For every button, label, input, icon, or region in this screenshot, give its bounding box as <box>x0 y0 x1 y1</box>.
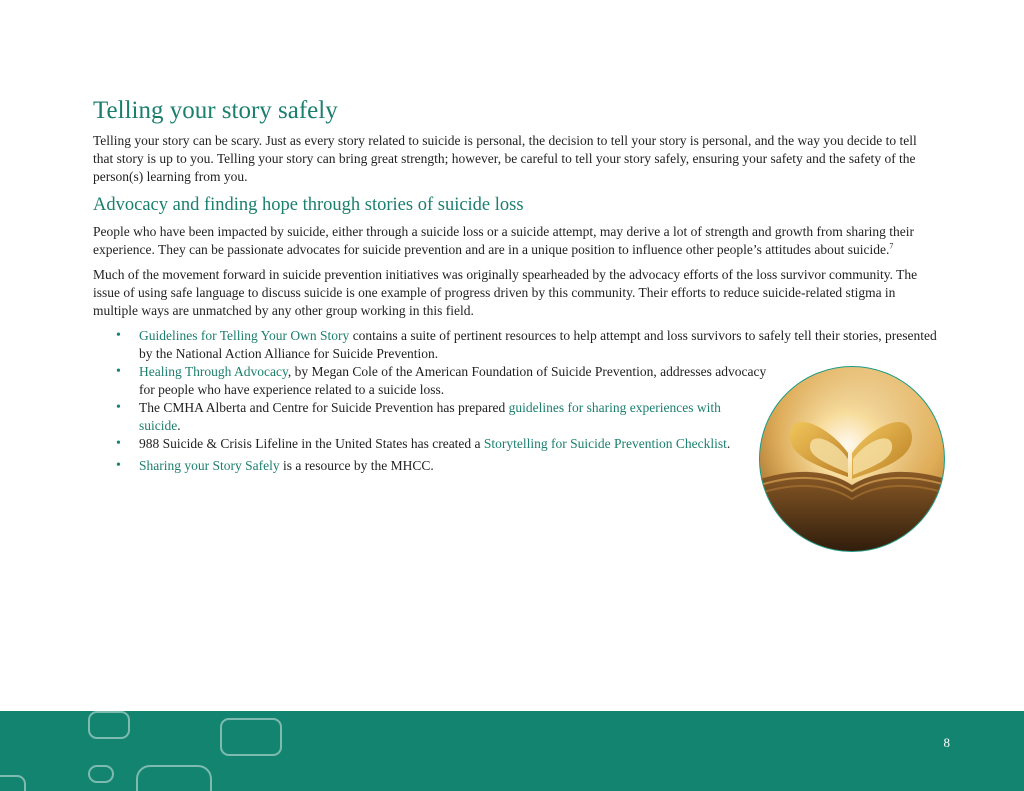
footer-band <box>0 711 1024 791</box>
intro-paragraph: Telling your story can be scary. Just as every story related to suicide is personal, the decision to tell your story is personal, and the way you decide to tell that story is up to you. Telling your story can bring great strength; however, be careful to tell your story safely, ensuring your safety and the safety of the person(s) learning from you. <box>93 133 917 184</box>
movement-paragraph: Much of the movement forward in suicide prevention initiatives was originally spearheaded by the advocacy efforts of the loss survivor community. The issue of using safe language to discuss suicide is one example of progress driven by this community. Their efforts to reduce suicide-related stigma in multiple ways are unmatched by any other group working in this field. <box>93 267 918 318</box>
decorative-shape <box>88 711 130 739</box>
list-item <box>93 327 939 363</box>
decorative-shape <box>0 775 26 791</box>
link-guidelines-own-story[interactable]: Guidelines for Telling Your Own Story <box>139 328 350 343</box>
section-heading: Advocacy and finding hope through stories of suicide loss <box>93 195 524 215</box>
heart-book-illustration <box>760 367 945 552</box>
heart-book-photo <box>759 366 945 552</box>
decorative-shape <box>88 765 114 783</box>
decorative-shape <box>220 718 282 756</box>
advocacy-text: People who have been impacted by suicide, either through a suicide loss or a suicide attempt, may derive a lot of strength and growth from sharing their experience. They can be passionate advocates for suicide prevention and are in a unique position to influence other people’s attitudes about suicide. <box>93 224 915 257</box>
item-text: . <box>726 436 731 451</box>
item-text: is a resource by the MHCC. <box>279 458 434 473</box>
link-sharing-story-safely[interactable]: Sharing your Story Safely <box>139 458 280 473</box>
list-item <box>93 363 784 399</box>
link-storytelling-checklist[interactable]: Storytelling for Suicide Prevention Checklist <box>483 436 727 451</box>
link-healing-through-advocacy[interactable]: Healing Through Advocacy <box>139 364 288 379</box>
page-number: 8 <box>943 735 950 750</box>
link-guidelines-sharing[interactable]: guidelines for sharing experiences with suicide <box>139 400 721 433</box>
page-title: Telling your story safely <box>93 97 338 124</box>
item-text: 988 Suicide & Crisis Lifeline in the United States has created a <box>139 436 484 451</box>
advocacy-paragraph <box>93 223 938 259</box>
item-text: , by Megan Cole of the American Foundation of Suicide Prevention, addresses advocacy for people who have experience related to a suicide loss. <box>139 364 767 397</box>
item-text: . <box>177 418 181 433</box>
item-text: The CMHA Alberta and Centre for Suicide Prevention has prepared <box>139 400 509 415</box>
list-item <box>93 435 739 453</box>
list-item <box>93 399 724 435</box>
item-text: contains a suite of pertinent resources to help attempt and loss survivors to safely tell their stories, presented by the National Action Alliance for Suicide Prevention. <box>139 328 937 361</box>
footnote-marker: 7 <box>889 241 894 251</box>
decorative-shape <box>136 765 212 791</box>
